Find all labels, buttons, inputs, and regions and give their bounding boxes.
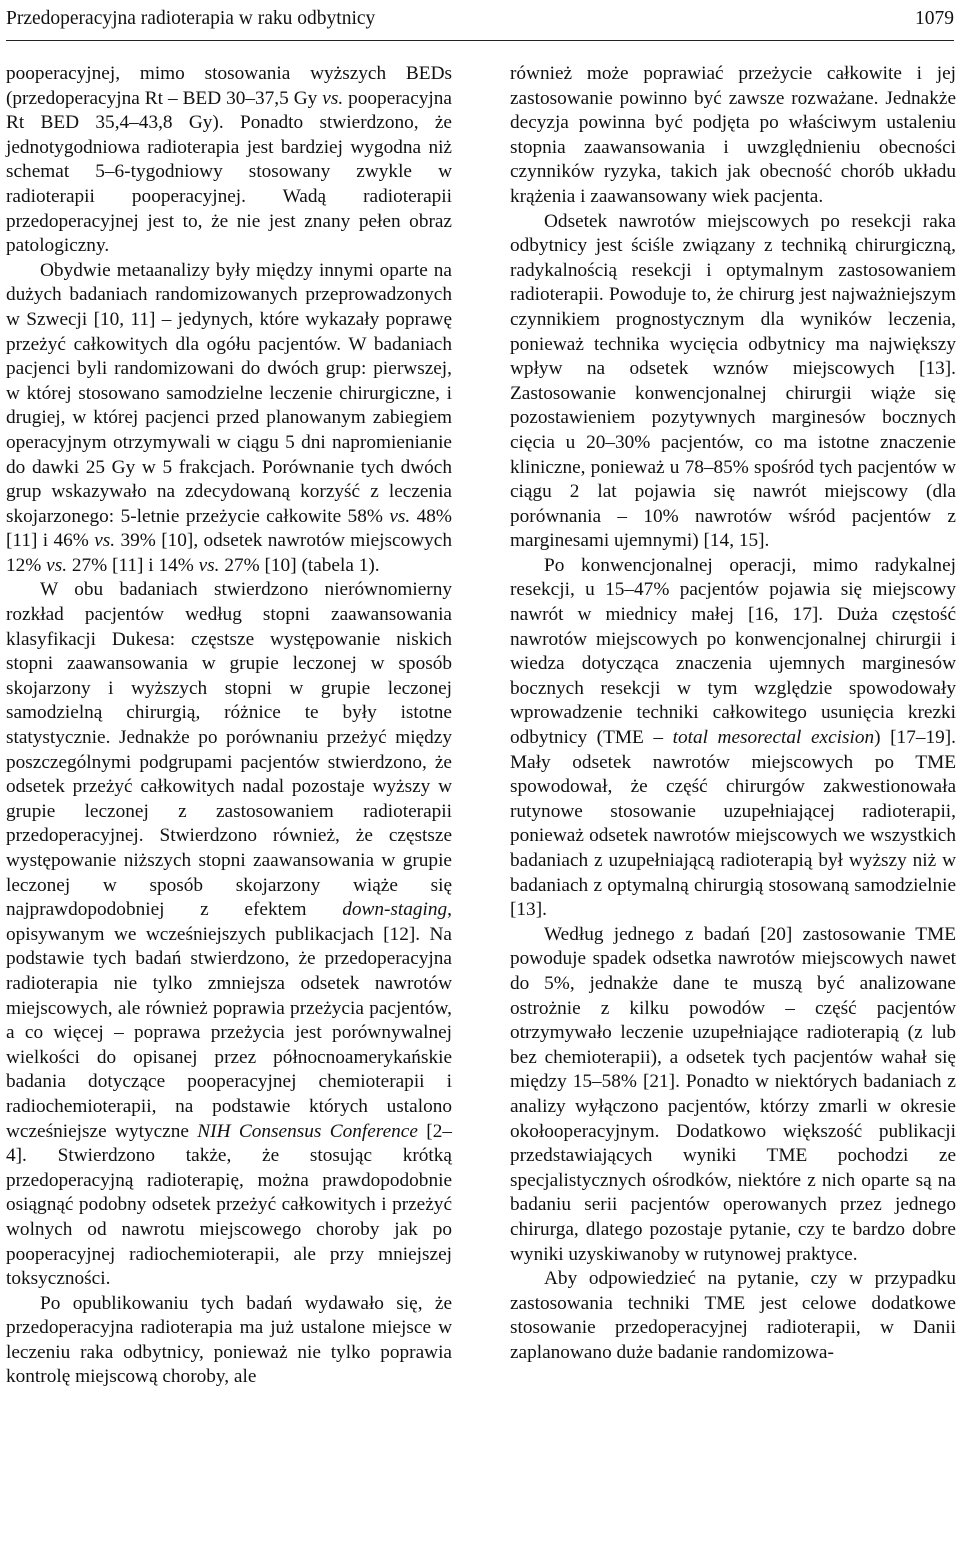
page-number: 1079 xyxy=(915,8,954,29)
paragraph: Obydwie metaanalizy były między innymi oparte na dużych badaniach randomizowanych przeprowadzonych w Szwecji [10, 11] – jedynych, które wykazały poprawę przeżyć całkowitych dla ogółu pacjentów. W badaniach pacjenci byli randomizowani do dwóch grup: pierwszej, w której stosowano samodzielne leczenie chirurgiczne, i drugiej, w której pacjenci przed planowanym zabiegiem operacyjnym otrzymywali w ciągu 5 dni napromienianie do dawki 25 Gy w 5 frakcjach. Porównanie tych dwóch grup wskazywało na zdecydowaną korzyść z leczenia skojarzonego: 5-letnie przeżycie całkowite 58% vs. 48% [11] i 46% vs. 39% [10], odsetek nawrotów miejscowych 12% vs. 27% [11] i 14% vs. 27% [10] (tabela 1). xyxy=(6,259,452,576)
paragraph: również może poprawiać przeżycie całkowite i jej zastosowanie powinno być zawsze rozważane. Jednakże decyzja powinna być podjęta po właściwym ustaleniu stopnia zaawansowania i uwzględnieniu obecności czynników ryzyka, takich jak obecność chorób układu krążenia i zaawansowany wiek pacjenta. xyxy=(510,63,956,207)
paragraph: pooperacyjnej, mimo stosowania wyższych BEDs (przedoperacyjna Rt – BED 30–37,5 Gy vs. pooperacyjna Rt BED 35,4–43,8 Gy). Ponadto stwierdzono, że jednotygodniowa radioterapia jest bardziej wygodna niż schemat 5–6-tygodniowy stosowany zwykle w radioterapii pooperacyjnej. Wadą radioterapii przedoperacyjnej jest to, że nie jest znany pełen obraz patologiczny. xyxy=(6,63,452,257)
paragraph: Według jednego z badań [20] zastosowanie TME powoduje spadek odsetka nawrotów miejscowych nawet do 5%, jednakże dane te muszą być analizowane ostrożnie z kilku powodów – część pacjentów otrzymywało leczenie uzupełniające radioterapią (z lub bez chemioterapii), a odsetek tych pacjentów wahał się między 15–58% [21]. Ponadto w niektórych badaniach z analizy wyłączono pacjentów, którzy zmarli w okresie okołooperacyjnym. Dodatkowo większość publikacji przedstawiających wyniki TME pochodzi ze specjalistycznych ośrodków, niektóre z nich oparte są na badaniu serii pacjentów operowanych przez jednego chirurga, dlatego pozostaje pytanie, czy te bardzo dobre wyniki uzyskiwanoby w rutynowej praktyce. xyxy=(510,923,956,1265)
right-column xyxy=(510,62,956,1365)
paragraph: Po konwencjonalnej operacji, mimo radykalnej resekcji, u 15–47% pacjentów pojawia się miejscowy nawrót w miednicy małej [16, 17]. Duża częstość nawrotów miejscowych po konwencjonalnej chirurgii i wiedza dotycząca znaczenia ujemnych marginesów bocznych resekcji w tym względzie spowodowały wprowadzenie techniki całkowitego usunięcia krezki odbytnicy (TME – total mesorectal excision) [17–19]. Mały odsetek nawrotów miejscowych po TME spowodował, że część chirurgów zakwestionowała rutynowe stosowanie uzupełniającej radioterapii, ponieważ odsetek nawrotów miejscowych we wszystkich badaniach z uzupełniającą radioterapią był wyższy niż w badaniach z optymalną chirurgią stosowaną samodzielnie [13]. xyxy=(510,554,956,921)
paragraph: Aby odpowiedzieć na pytanie, czy w przypadku zastosowania techniki TME jest celowe dodatkowe stosowanie przedoperacyjnej radioterapii, w Danii zaplanowano duże badanie randomizowa- xyxy=(510,1268,956,1363)
running-header xyxy=(6,0,954,38)
paragraph: Odsetek nawrotów miejscowych po resekcji raka odbytnicy jest ściśle związany z techniką chirurgiczną, radykalnością resekcji i optymalnym zastosowaniem radioterapii. Powoduje to, że chirurg jest najważniejszym czynnikiem prognostycznym dla wyników leczenia, ponieważ technika wycięcia odbytnicy ma największy wpływ na odsetek wznów miejscowych [13]. Zastosowanie konwencjonalnej chirurgii wiąże się pozostawieniem pozytywnych marginesów bocznych cięcia u 20–30% pacjentów, co ma istotne znaczenie kliniczne, ponieważ u 78–85% spośród tych pacjentów w ciągu 2 lat pojawia się nawrót miejscowy (dla porównania – 10% nawrotów wśród pacjentów z marginesami ujemnymi) [14, 15]. xyxy=(510,210,956,552)
paragraph: W obu badaniach stwierdzono nierównomierny rozkład pacjentów według stopni zaawansowania klasyfikacji Dukesa: częstsze występowanie niskich stopni zaawansowania w grupie leczonej w sposób skojarzony i wyższych stopni w grupie leczonej samodzielną chirurgią, różnice te były istotne statystycznie. Jednakże po porównaniu przeżyć między poszczególnymi podgrupami pacjentów stwierdzono, że odsetek przeżyć całkowitych nadal pozostaje wyższy w grupie leczonej z zastosowaniem radioterapii przedoperacyjnej. Stwierdzono również, że częstsze występowanie niższych stopni zaawansowania w grupie leczonej w sposób skojarzony wiąże się najprawdopodobniej z efektem down-staging, opisywanym we wcześniejszych publikacjach [12]. Na podstawie tych badań stwierdzono, że przedoperacyjna radioterapia nie tylko zmniejsza odsetek nawrotów miejscowych, ale również poprawia przeżycia pacjentów, a co więcej – poprawa przeżycia jest porównywalnej wielkości do opisanej przez północnoamerykańskie badania dotyczące pooperacyjnej chemioterapii i radiochemioterapii, na podstawie których ustalono wcześniejsze wytyczne NIH Consensus Conference [2–4]. Stwierdzono także, że stosując krótką przedoperacyjną radioterapię, można prawdopodobnie osiągnąć podobny odsetek przeżyć całkowitych i przeżyć wolnych od nawrotu miejscowego choroby jak po pooperacyjnej radiochemioterapii, ale przy mniejszej toksyczności. xyxy=(6,579,452,1290)
running-title: Przedoperacyjna radioterapia w raku odbytnicy xyxy=(6,8,376,29)
header-divider xyxy=(6,40,954,41)
paragraph: Po opublikowaniu tych badań wydawało się, że przedoperacyjna radioterapia ma już ustalone miejsce w leczeniu raka odbytnicy, ponieważ nie tylko poprawia kontrolę miejscową choroby, ale xyxy=(6,1292,452,1388)
left-column xyxy=(6,62,452,1390)
